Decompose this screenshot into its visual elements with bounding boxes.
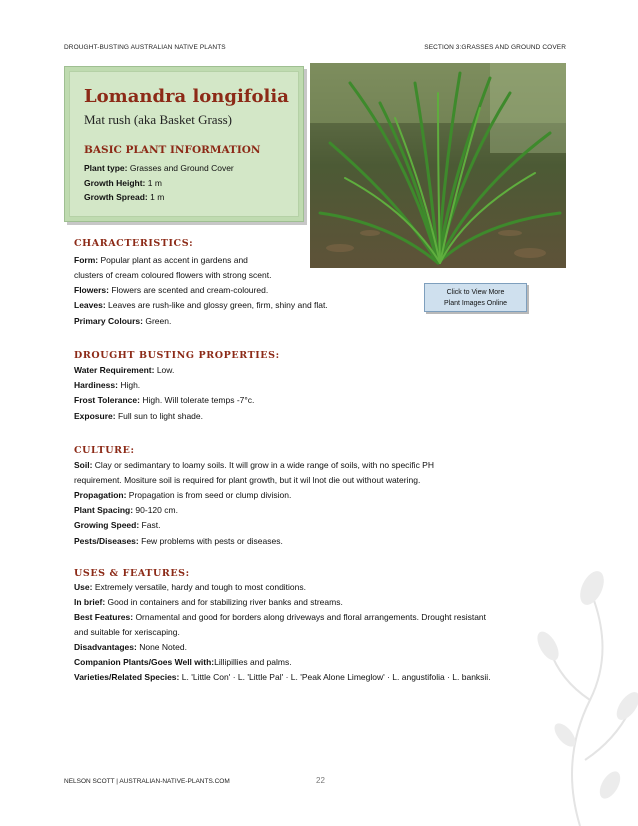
water-requirement-line bbox=[74, 365, 174, 375]
plant-photo bbox=[310, 63, 566, 268]
pests-diseases-line bbox=[74, 536, 283, 546]
scientific-name: Lomandra longifolia bbox=[84, 86, 289, 107]
companion-plants-line bbox=[74, 657, 292, 667]
plant-type-value: Grasses and Ground Cover bbox=[129, 163, 234, 173]
basic-info-box bbox=[64, 66, 304, 222]
hardiness-value: High. bbox=[120, 380, 141, 390]
form-label: Form: bbox=[74, 255, 99, 265]
in-brief-value: Good in containers and for stabilizing river banks and streams. bbox=[107, 597, 343, 607]
plant-photo-image bbox=[310, 63, 566, 268]
culture-title: CULTURE: bbox=[74, 445, 135, 456]
page-number: 22 bbox=[316, 776, 325, 785]
growing-speed-line bbox=[74, 520, 160, 530]
use-value: Extremely versatile, hardy and tough to most conditions. bbox=[94, 582, 307, 592]
plant-spacing-value: 90-120 cm. bbox=[135, 505, 178, 515]
best-features-value: Ornamental and good for borders along driveways and floral arrangements. Drought resistant bbox=[135, 612, 487, 622]
decorative-vine-graphic bbox=[520, 560, 638, 826]
drought-title: DROUGHT BUSTING PROPERTIES: bbox=[74, 350, 280, 361]
companion-plants-value: Lillipillies and palms. bbox=[214, 657, 292, 667]
companion-plants-label: Companion Plants/Goes Well with: bbox=[74, 657, 215, 667]
leaves-line bbox=[74, 300, 328, 310]
best-features-line-2: and suitable for xeriscaping. bbox=[74, 627, 180, 637]
common-name: Mat rush (aka Basket Grass) bbox=[84, 112, 233, 127]
pests-diseases-value: Few problems with pests or diseases. bbox=[141, 536, 283, 546]
growth-height-label: Growth Height: bbox=[84, 178, 146, 188]
disadvantages-line bbox=[74, 642, 187, 652]
growing-speed-value: Fast. bbox=[141, 520, 161, 530]
uses-features-title: USES & FEATURES: bbox=[74, 568, 190, 579]
form-value: Popular plant as accent in gardens and bbox=[100, 255, 248, 265]
soil-value: Clay or sedimantary to loamy soils. It will grow in a wide range of soils, with no specific PH bbox=[94, 460, 434, 470]
flowers-value: Flowers are scented and cream-coloured. bbox=[111, 285, 269, 295]
form-line bbox=[74, 255, 248, 265]
best-features-line bbox=[74, 612, 486, 622]
frost-tolerance-line bbox=[74, 395, 254, 405]
frost-tolerance-value: High. Will tolerate temps -7°c. bbox=[142, 395, 255, 405]
plant-spacing-label: Plant Spacing: bbox=[74, 505, 134, 515]
hardiness-label: Hardiness: bbox=[74, 380, 118, 390]
propagation-label: Propagation: bbox=[74, 490, 127, 500]
growth-spread-line bbox=[84, 192, 164, 202]
growth-spread-value: 1 m bbox=[150, 192, 165, 202]
pests-diseases-label: Pests/Diseases: bbox=[74, 536, 139, 546]
water-requirement-label: Water Requirement: bbox=[74, 365, 155, 375]
form-line-2: clusters of cream coloured flowers with strong scent. bbox=[74, 270, 272, 280]
varieties-line bbox=[74, 672, 491, 682]
plant-type-label: Plant type: bbox=[84, 163, 128, 173]
primary-colours-label: Primary Colours: bbox=[74, 316, 143, 326]
growing-speed-label: Growing Speed: bbox=[74, 520, 140, 530]
leaves-label: Leaves: bbox=[74, 300, 106, 310]
frost-tolerance-label: Frost Tolerance: bbox=[74, 395, 140, 405]
use-line bbox=[74, 582, 306, 592]
flowers-line bbox=[74, 285, 268, 295]
characteristics-title: CHARACTERISTICS: bbox=[74, 238, 194, 249]
varieties-label: Varieties/Related Species: bbox=[74, 672, 180, 682]
propagation-value: Propagation is from seed or clump division. bbox=[128, 490, 292, 500]
propagation-line bbox=[74, 490, 291, 500]
footer-credit: NELSON SCOTT | AUSTRALIAN-NATIVE-PLANTS.COM bbox=[64, 778, 230, 785]
best-features-label: Best Features: bbox=[74, 612, 134, 622]
view-more-line2: Plant Images Online bbox=[443, 300, 508, 307]
plant-spacing-line bbox=[74, 505, 178, 515]
growth-height-line bbox=[84, 178, 162, 188]
growth-height-value: 1 m bbox=[147, 178, 162, 188]
leaves-value: Leaves are rush-like and glossy green, firm, shiny and flat. bbox=[108, 300, 328, 310]
growth-spread-label: Growth Spread: bbox=[84, 192, 148, 202]
hardiness-line bbox=[74, 380, 140, 390]
exposure-line bbox=[74, 411, 203, 421]
varieties-value: L. 'Little Con' · L. 'Little Pal' · L. 'Peak Alone Limeglow' · L. angustifolia · L. banksii. bbox=[181, 672, 491, 682]
primary-colours-value: Green. bbox=[145, 316, 172, 326]
exposure-value: Full sun to light shade. bbox=[117, 411, 204, 421]
soil-line-2: requirement. Mositure soil is required for plant growth, but it wil lnot die out without watering. bbox=[74, 475, 421, 485]
header-right: SECTION 3:GRASSES AND GROUND COVER bbox=[424, 44, 566, 51]
water-requirement-value: Low. bbox=[156, 365, 175, 375]
disadvantages-value: None Noted. bbox=[139, 642, 187, 652]
view-more-line1: Click to View More bbox=[446, 289, 505, 296]
exposure-label: Exposure: bbox=[74, 411, 116, 421]
in-brief-line bbox=[74, 597, 343, 607]
basic-info-title: BASIC PLANT INFORMATION bbox=[84, 144, 261, 156]
disadvantages-label: Disadvantages: bbox=[74, 642, 137, 652]
view-more-images-button[interactable] bbox=[424, 283, 527, 312]
in-brief-label: In brief: bbox=[74, 597, 106, 607]
basic-info-inner bbox=[69, 71, 299, 217]
soil-line bbox=[74, 460, 434, 470]
use-label: Use: bbox=[74, 582, 93, 592]
header-left: DROUGHT-BUSTING AUSTRALIAN NATIVE PLANTS bbox=[64, 44, 226, 51]
primary-colours-line bbox=[74, 316, 171, 326]
flowers-label: Flowers: bbox=[74, 285, 109, 295]
soil-label: Soil: bbox=[74, 460, 93, 470]
plant-type-line bbox=[84, 163, 234, 173]
